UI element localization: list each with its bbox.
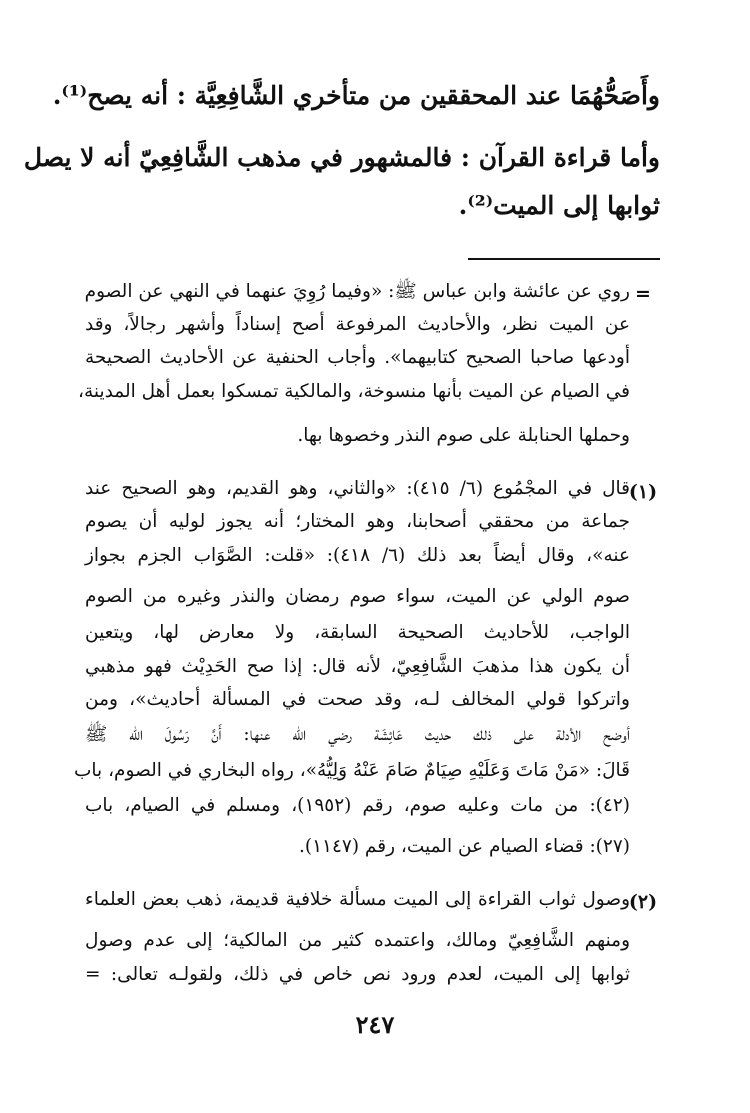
page-number: ٢٤٧ xyxy=(355,1010,395,1039)
main-text-line-3: ثوابها إلى الميت⁽²⁾. xyxy=(458,191,660,220)
footnote-line: الواجب، للأحاديث الصحيحة السابقة، ولا معارض لها، ويتعين xyxy=(85,622,630,643)
footnote-line: أوضح الأدلة على ذلك حديث عَائِشَة رضي الله عنها: أَنَّ رَسُولَ الله ﷺ xyxy=(85,724,630,745)
footnote-line: وصول ثواب القراءة إلى الميت مسألة خلافية قديمة، ذهب بعض العلماء xyxy=(85,889,630,910)
footnote-1-marker: (١) xyxy=(628,481,658,503)
footnote-line: واتركوا قولي المخالف لـه، وقد صحت في المسألة أحاديث»، ومن xyxy=(85,689,630,710)
footnote-line: (٢٧): قضاء الصيام عن الميت، رقم (١١٤٧). xyxy=(298,836,630,857)
main-text-line-2: وأما قراءة القرآن : فالمشهور في مذهب الشَّافِعِيّ أنه لا يصل xyxy=(23,143,660,172)
footnote-line: صوم الولي عن الميت، سواء صوم رمضان والنذر وغيره من الصوم xyxy=(85,586,630,607)
footnote-line: في الصيام عن الميت بأنها منسوخة، والمالكية تمسكوا بعمل أهل المدينة، xyxy=(77,381,630,402)
footnote-line: وحملها الحنابلة على صوم النذر وخصوها بها. xyxy=(297,425,630,446)
footnote-continuation-marker: = xyxy=(635,283,651,305)
footnote-line: قَالَ: «مَنْ مَاتَ وَعَلَيْهِ صِيَامٌ صَامَ عَنْهُ وَلِيُّهُ»، رواه البخاري في الصوم، باب xyxy=(74,760,630,781)
footnote-line: قال في المجْمُوع (٦/ ٤١٥): «والثاني، وهو القديم، وهو الصحيح عند xyxy=(85,478,630,499)
footnote-line: عن الميت نظر، والأحاديث المرفوعة أصح إسناداً وأشهر رجالاً، وقد xyxy=(85,314,630,335)
footnote-line: عنه»، وقال أيضاً بعد ذلك (٦/ ٤١٨): «قلت: الصَّوَاب الجزم بجواز xyxy=(85,545,630,566)
footnote-line: أودعها صاحبا الصحيح كتابيهما». وأجاب الحنفية عن الأحاديث الصحيحة xyxy=(85,347,630,368)
footnote-line: أن يكون هذا مذهبَ الشَّافِعِيّ، لأنه قال: إذا صح الحَدِيْث فهو مذهبي xyxy=(85,656,630,677)
footnote-line: جماعة من محققي أصحابنا، وهو المختار؛ أنه يجوز لوليه أن يصوم xyxy=(85,511,630,532)
footnote-separator xyxy=(468,258,660,260)
footnote-line: ومنهم الشَّافِعِيّ ومالك، واعتمده كثير من المالكية؛ إلى عدم وصول xyxy=(85,930,630,951)
footnote-line: روي عن عائشة وابن عباس ﷺ: «وفيما رُوِيَ عنهما في النهي عن الصوم xyxy=(84,281,630,302)
main-text-line-1: وأَصَحُّهُمَا عند المحققين من متأخري الشَّافِعِيَّة : أنه يصح⁽¹⁾. xyxy=(52,81,660,110)
footnote-2-marker: (٢) xyxy=(628,891,658,913)
footnote-line: ثوابها إلى الميت، لعدم ورود نص خاص في ذلك، ولقولـه تعالى: = xyxy=(85,964,630,985)
footnote-line: (٤٢): من مات وعليه صوم، رقم (١٩٥٢)، ومسلم في الصيام، باب xyxy=(85,795,630,816)
